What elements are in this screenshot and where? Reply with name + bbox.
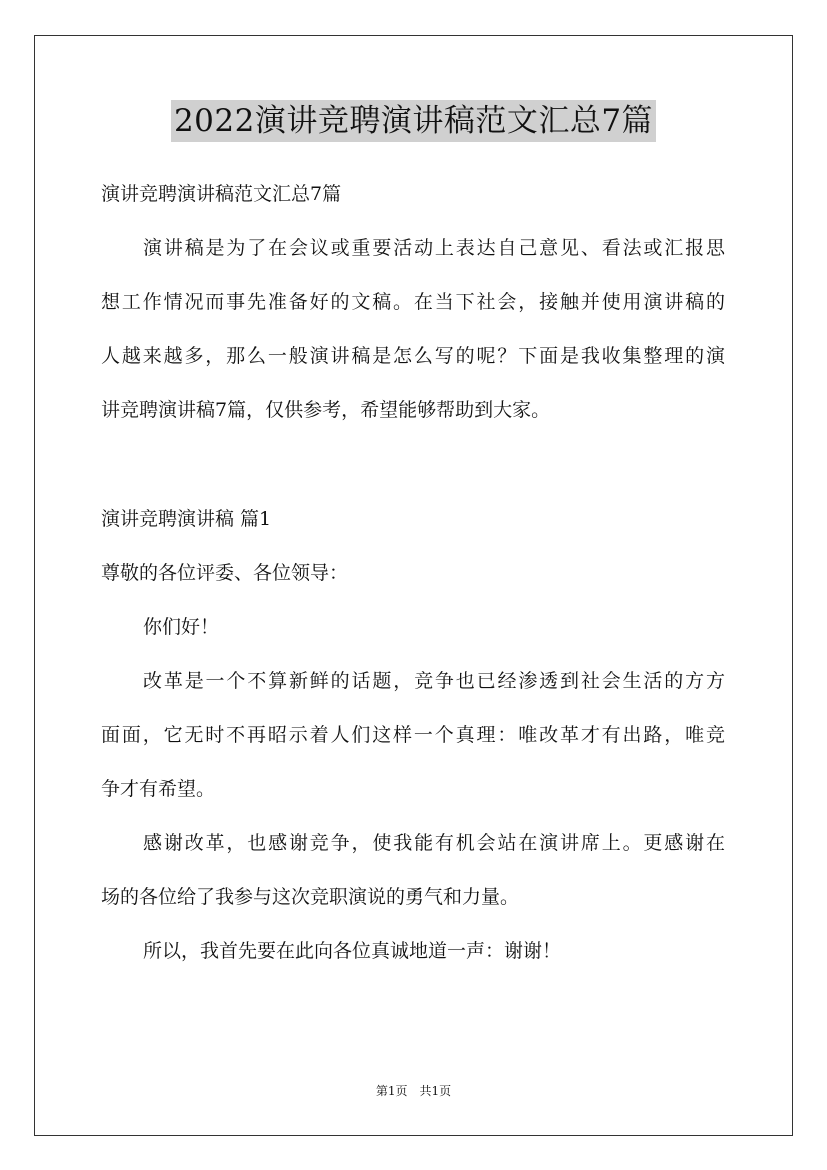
para1-line-2: 面面，它无时不再昭示着人们这样一个真理：唯改革才有出路，唯竞 bbox=[101, 724, 725, 746]
greeting: 你们好！ bbox=[143, 616, 220, 638]
document-subtitle: 演讲竞聘演讲稿范文汇总7篇 bbox=[101, 183, 342, 205]
intro-line-2: 想工作情况而事先准备好的文稿。在当下社会，接触并使用演讲稿的 bbox=[101, 291, 725, 313]
title-container bbox=[0, 100, 827, 142]
page-footer bbox=[0, 1083, 827, 1099]
intro-line-3: 人越来越多，那么一般演讲稿是怎么写的呢？下面是我收集整理的演 bbox=[101, 345, 725, 367]
salutation: 尊敬的各位评委、各位领导： bbox=[101, 562, 349, 584]
page-number-label: 第1页 共1页 bbox=[375, 1084, 452, 1098]
document-title: 2022演讲竞聘演讲稿范文汇总7篇 bbox=[171, 100, 656, 142]
intro-line-1: 演讲稿是为了在会议或重要活动上表达自己意见、看法或汇报思 bbox=[143, 237, 725, 259]
section-heading: 演讲竞聘演讲稿 篇1 bbox=[101, 508, 272, 530]
intro-line-4: 讲竞聘演讲稿7篇，仅供参考，希望能够帮助到大家。 bbox=[101, 399, 551, 421]
para1-line-1: 改革是一个不算新鲜的话题，竞争也已经渗透到社会生活的方方 bbox=[143, 670, 725, 692]
para2-line-2: 场的各位给了我参与这次竞职演说的勇气和力量。 bbox=[101, 886, 520, 908]
para1-line-3: 争才有希望。 bbox=[101, 778, 216, 800]
para2-line-1: 感谢改革，也感谢竞争，使我能有机会站在演讲席上。更感谢在 bbox=[143, 832, 725, 854]
para3: 所以，我首先要在此向各位真诚地道一声：谢谢！ bbox=[143, 940, 562, 962]
